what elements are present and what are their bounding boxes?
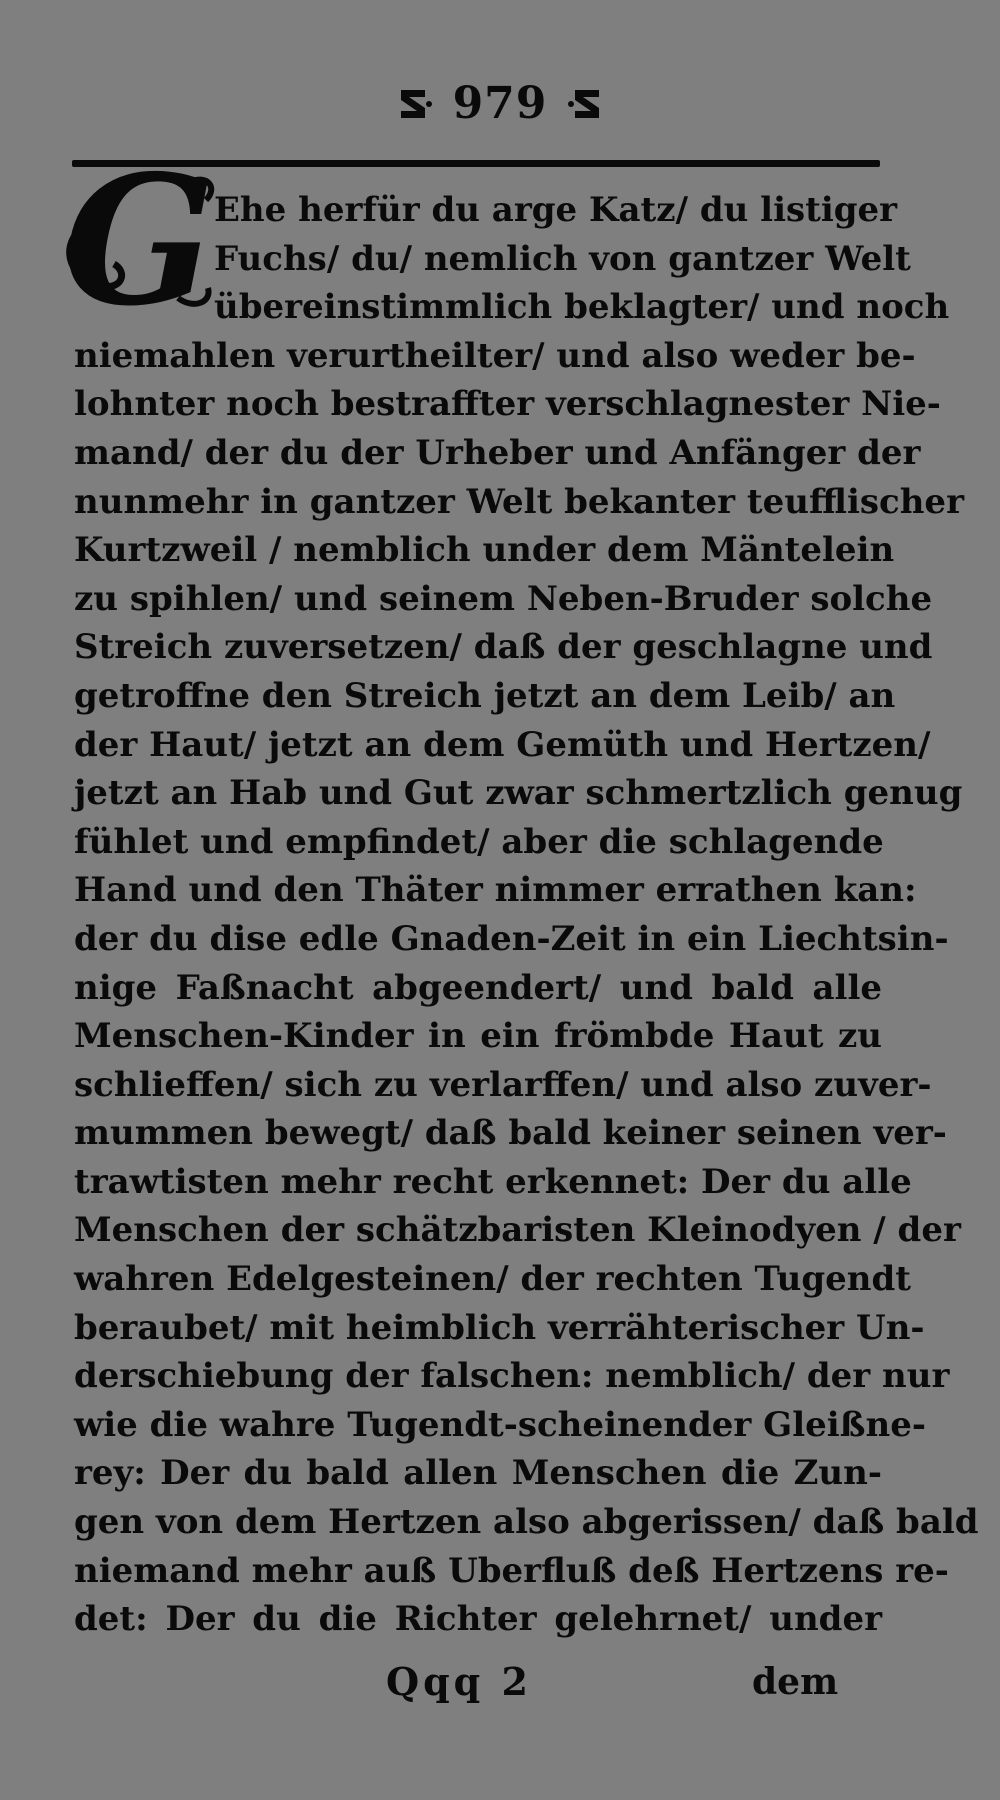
text-line: wahren Edelgesteinen/ der rechten Tugendt <box>74 1259 912 1300</box>
text-line: der Haut/ jetzt an dem Gemüth und Hertzen/ <box>74 724 931 765</box>
initial-letter: G <box>62 136 215 345</box>
page-number: 979 <box>452 78 548 129</box>
text-line: Menschen-Kinder in ein frömbde Haut zu <box>74 1016 882 1057</box>
text-line: Kurtzweil / nemblich under dem Mäntelein <box>74 530 895 571</box>
text-line: gen von dem Hertzen also abgerissen/ daß bald <box>74 1502 979 1543</box>
body-text <box>74 186 979 1644</box>
page-footer <box>0 1652 1000 1712</box>
text-line: lohnter noch bestraffter verschlagnester Nie- <box>74 384 941 425</box>
text-line: getroffne den Streich jetzt an dem Leib/ an <box>74 675 896 716</box>
text-line: mand/ der du der Urheber und Anfänger der <box>74 432 921 473</box>
text-line: niemahlen verurtheilter/ und also weder be- <box>74 335 916 376</box>
ornament-left-icon <box>395 84 433 124</box>
text-line: der du dise edle Gnaden-Zeit in ein Liechtsin- <box>74 918 949 959</box>
text-line: derschiebung der falschen: nemblich/ der nur <box>74 1356 950 1397</box>
text-line: Hand und den Thäter nimmer errathen kan: <box>74 870 917 911</box>
text-line: niemand mehr auß Uberfluß deß Hertzens re- <box>74 1550 949 1591</box>
text-line: zu spihlen/ und seinem Neben-Bruder solche <box>74 578 933 619</box>
text-line: trawtisten mehr recht erkennet: Der du alle <box>74 1161 912 1202</box>
text-line: fühlet und empfindet/ aber die schlagende <box>74 821 884 862</box>
text-line: nige Faßnacht abgeendert/ und bald alle <box>74 967 882 1008</box>
text-line: schlieffen/ sich zu verlarffen/ und also zuver- <box>74 1064 932 1105</box>
text-line: wie die wahre Tugendt-scheinender Gleißne- <box>74 1404 926 1445</box>
text-line: Fuchs/ du/ nemlich von gantzer Welt <box>214 238 911 279</box>
page-header <box>0 78 1000 129</box>
text-line: nunmehr in gantzer Welt bekanter teufflischer <box>74 481 964 522</box>
text-line: übereinstimmlich beklagter/ und noch <box>214 287 950 328</box>
text-line: Streich zuversetzen/ daß der geschlagne und <box>74 627 933 668</box>
catchword: dem <box>752 1661 839 1703</box>
text-line: rey: Der du bald allen Menschen die Zun- <box>74 1453 882 1494</box>
text-line: Menschen der schätzbaristen Kleinodyen / der <box>74 1210 961 1251</box>
text-line: Ehe herfür du arge Katz/ du listiger <box>214 190 898 230</box>
text-line: mummen bewegt/ daß bald keiner seinen ver- <box>74 1113 947 1154</box>
printer-signature: Qqq 2 <box>386 1659 532 1704</box>
text-line: beraubet/ mit heimblich verrähterischer Un- <box>74 1307 925 1348</box>
ornament-right-icon <box>567 84 605 124</box>
text-line: det: Der du die Richter gelehrnet/ under <box>74 1599 882 1640</box>
text-line: jetzt an Hab und Gut zwar schmertzlich genug <box>74 773 963 814</box>
